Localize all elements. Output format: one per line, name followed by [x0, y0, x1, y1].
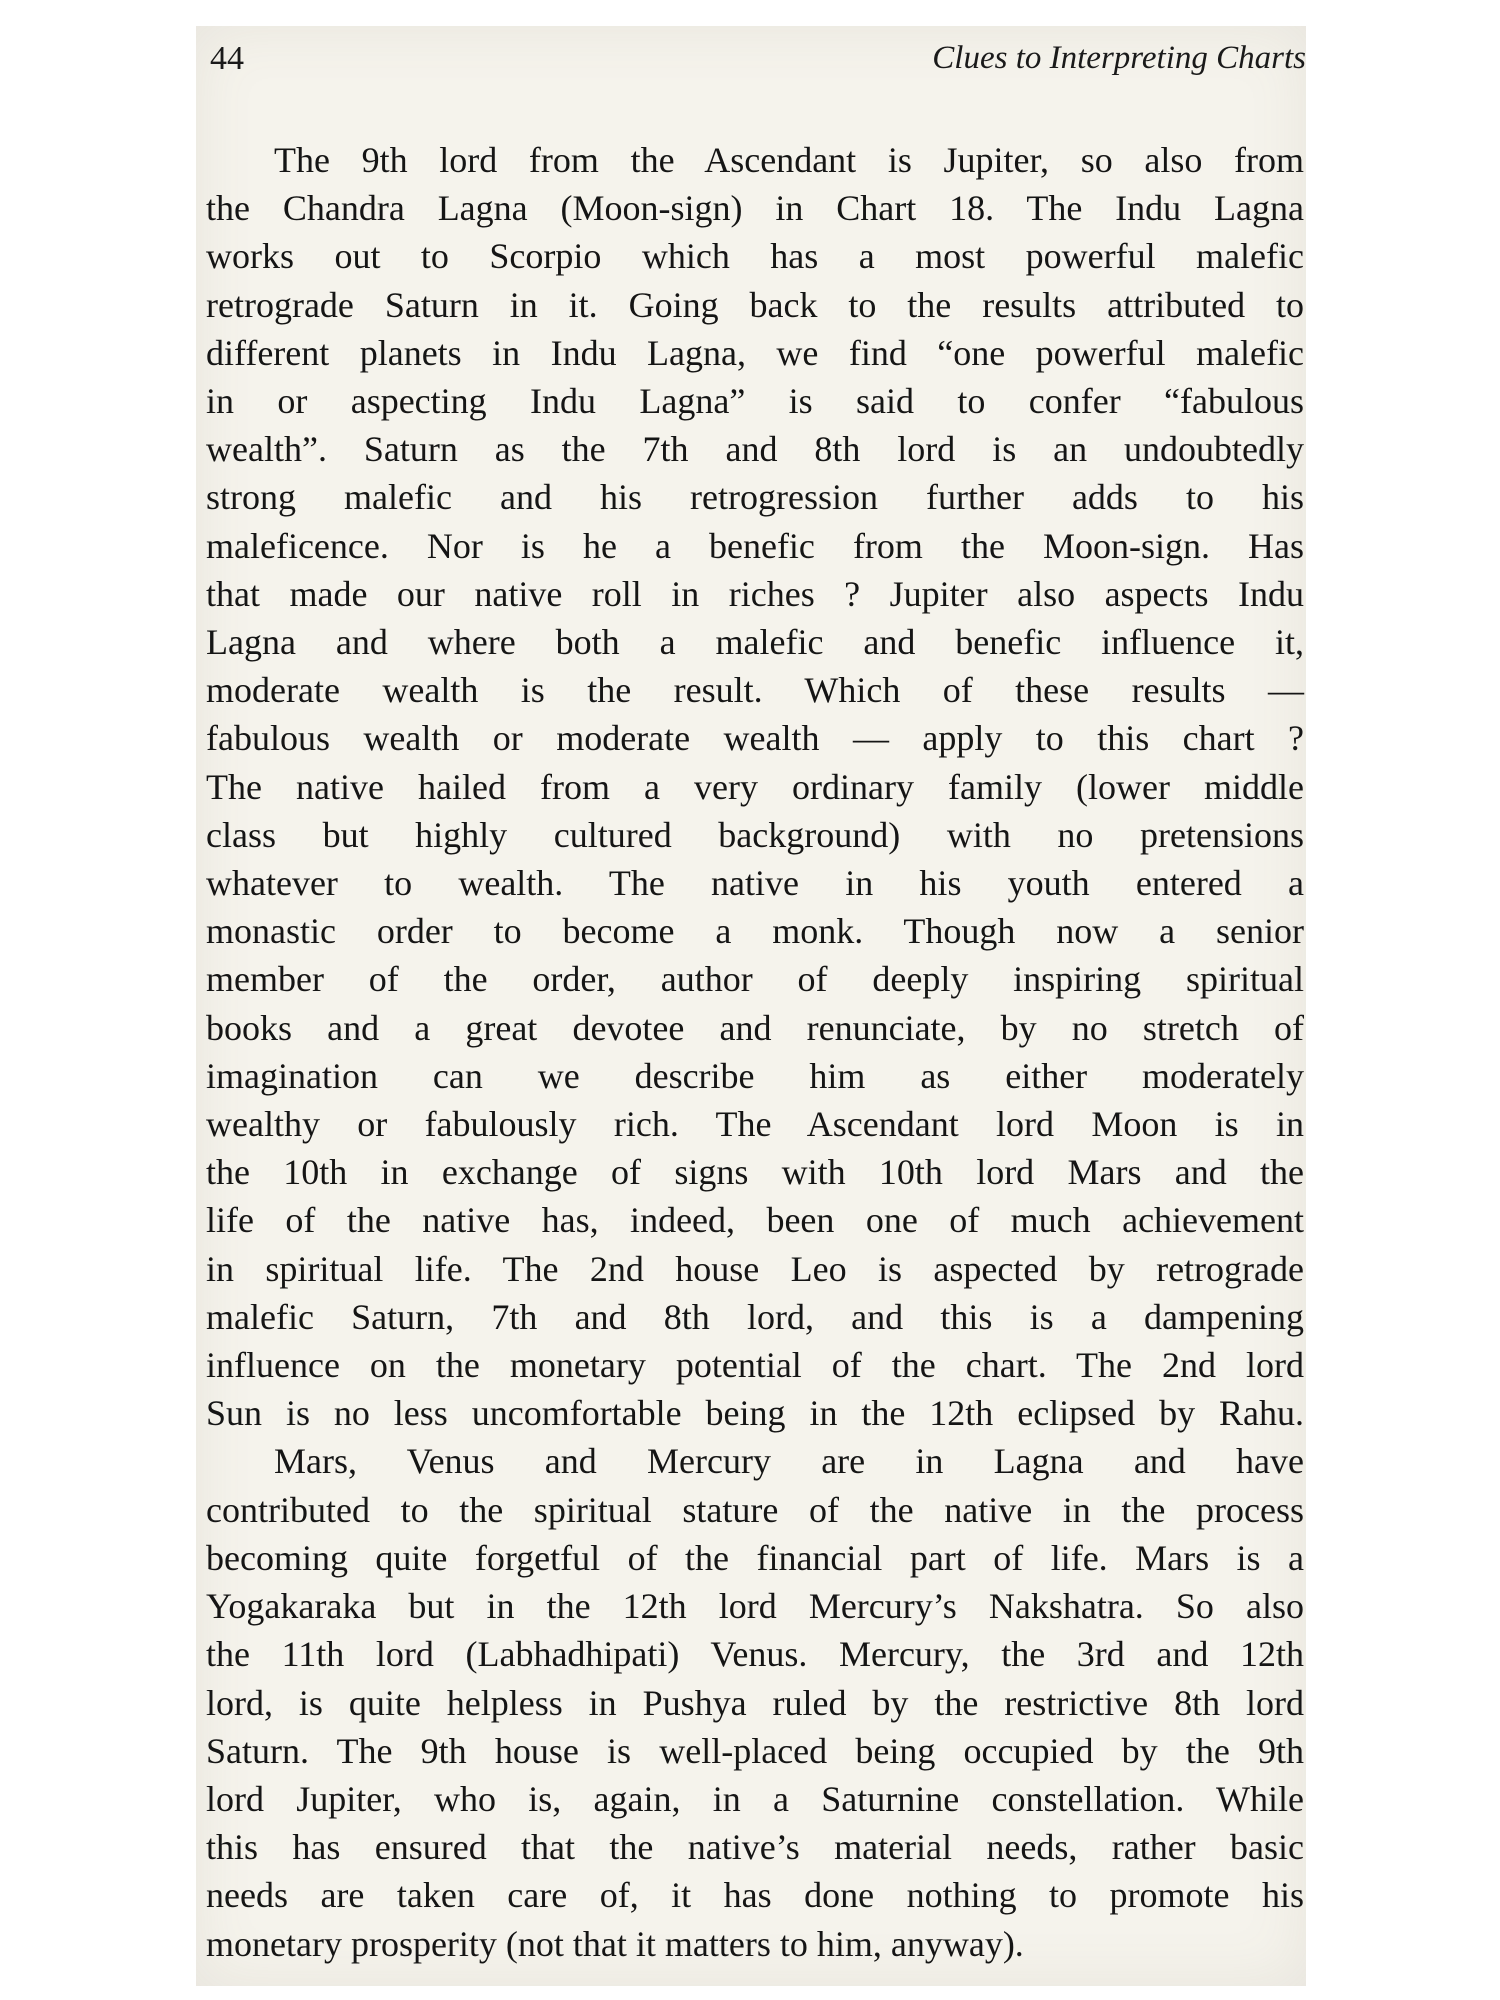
text-line: that made our native roll in riches ? Jupiter also aspects Indu	[206, 573, 1304, 614]
body-text	[206, 136, 1304, 1968]
text-line: member of the order, author of deeply inspiring spiritual	[206, 959, 1304, 1000]
text-line: whatever to wealth. The native in his youth entered a	[206, 863, 1304, 904]
text-line: The 9th lord from the Ascendant is Jupiter, so also from	[274, 140, 1304, 180]
text-line: this has ensured that the native’s material needs, rather basic	[206, 1827, 1304, 1868]
text-line: monetary prosperity (not that it matters to him, anyway).	[206, 1923, 1024, 1964]
text-line: different planets in Indu Lagna, we find “one powerful malefic	[206, 332, 1304, 373]
text-line: becoming quite forgetful of the financial part of life. Mars is a	[206, 1537, 1304, 1578]
text-line: fabulous wealth or moderate wealth — apply to this chart ?	[206, 718, 1304, 759]
text-line: Saturn. The 9th house is well-placed being occupied by the 9th	[206, 1730, 1304, 1771]
text-line: contributed to the spiritual stature of the native in the process	[206, 1489, 1304, 1530]
text-line: monastic order to become a monk. Though now a senior	[206, 911, 1304, 952]
paragraph-1	[206, 136, 1304, 1437]
text-line: imagination can we describe him as either moderately	[206, 1055, 1304, 1096]
text-line: books and a great devotee and renunciate, by no stretch of	[206, 1007, 1304, 1048]
text-line: lord Jupiter, who is, again, in a Saturnine constellation. While	[206, 1778, 1304, 1819]
text-line: maleficence. Nor is he a benefic from the Moon-sign. Has	[206, 525, 1304, 566]
text-line: in or aspecting Indu Lagna” is said to confer “fabulous	[206, 381, 1304, 422]
text-line: moderate wealth is the result. Which of these results —	[206, 670, 1304, 711]
text-line: the 11th lord (Labhadhipati) Venus. Mercury, the 3rd and 12th	[206, 1634, 1304, 1675]
text-line: works out to Scorpio which has a most powerful malefic	[206, 236, 1304, 277]
text-line: The native hailed from a very ordinary family (lower middle	[206, 766, 1304, 807]
running-title: Clues to Interpreting Charts	[932, 40, 1306, 76]
page-number: 44	[210, 40, 244, 77]
text-line: the Chandra Lagna (Moon-sign) in Chart 18. The Indu Lagna	[206, 188, 1304, 229]
text-line: class but highly cultured background) with no pretensions	[206, 814, 1304, 855]
paragraph-2	[206, 1437, 1304, 1967]
text-line: Lagna and where both a malefic and benefic influence it,	[206, 622, 1304, 663]
text-line: needs are taken care of, it has done nothing to promote his	[206, 1875, 1304, 1916]
text-line: in spiritual life. The 2nd house Leo is aspected by retrograde	[206, 1248, 1304, 1289]
text-line: lord, is quite helpless in Pushya ruled by the restrictive 8th lord	[206, 1682, 1304, 1723]
book-page	[196, 26, 1306, 1986]
page-header	[210, 40, 1306, 90]
text-line: wealth”. Saturn as the 7th and 8th lord is an undoubtedly	[206, 429, 1304, 470]
text-line: malefic Saturn, 7th and 8th lord, and this is a dampening	[206, 1296, 1304, 1337]
text-line: retrograde Saturn in it. Going back to the results attributed to	[206, 284, 1304, 325]
text-line: Yogakaraka but in the 12th lord Mercury’s Nakshatra. So also	[206, 1586, 1304, 1627]
text-line: strong malefic and his retrogression further adds to his	[206, 477, 1304, 518]
text-line: the 10th in exchange of signs with 10th lord Mars and the	[206, 1152, 1304, 1193]
text-line: life of the native has, indeed, been one of much achievement	[206, 1200, 1304, 1241]
text-line: Mars, Venus and Mercury are in Lagna and have	[274, 1441, 1304, 1482]
text-line: wealthy or fabulously rich. The Ascendant lord Moon is in	[206, 1104, 1304, 1145]
text-line: Sun is no less uncomfortable being in the 12th eclipsed by Rahu.	[206, 1393, 1304, 1434]
text-line: influence on the monetary potential of the chart. The 2nd lord	[206, 1345, 1304, 1386]
